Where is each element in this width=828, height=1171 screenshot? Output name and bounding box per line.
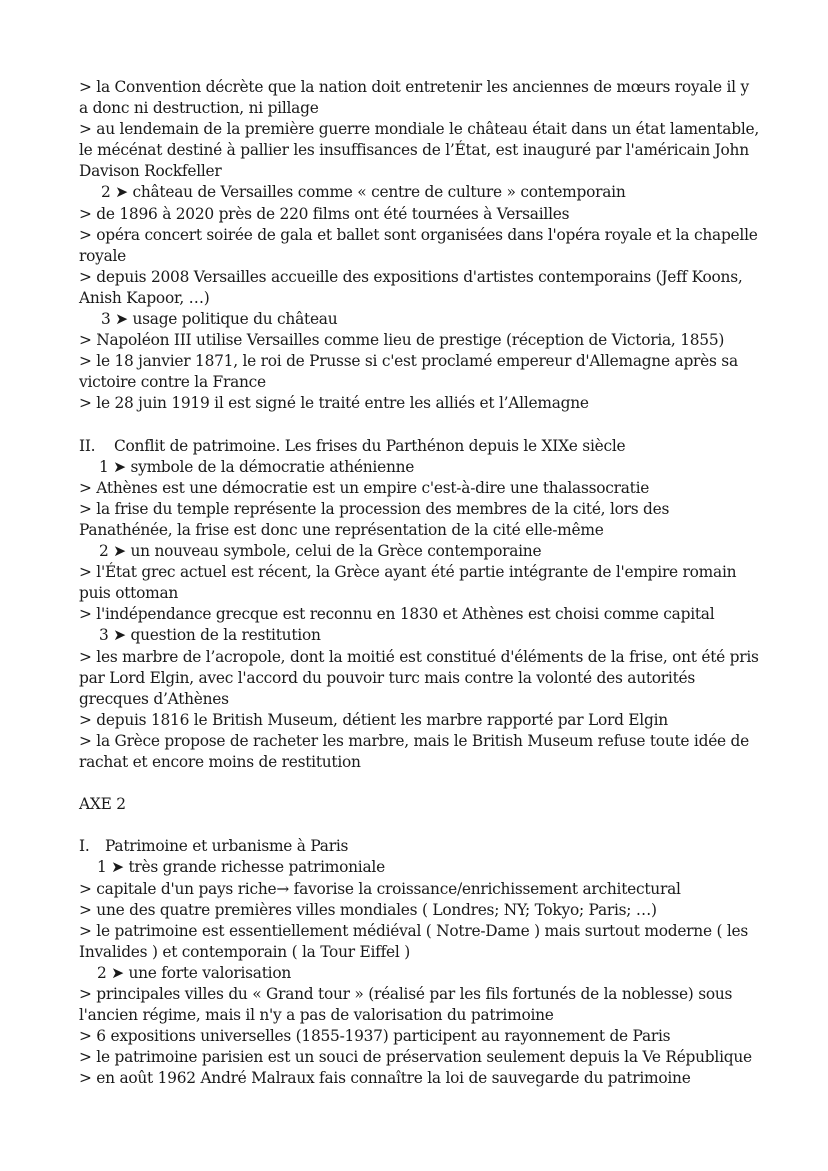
- spacer: [79, 815, 759, 836]
- text-line: > le patrimoine parisien est un souci de préservation seulement depuis la Ve République: [79, 1048, 752, 1067]
- text-line: grecques d’Athènes: [79, 689, 229, 708]
- text-line: > Athènes est une démocratie est un empire c'est-à-dire une thalassocratie: [79, 478, 650, 497]
- section-heading: [79, 836, 759, 857]
- document-page: [79, 77, 759, 1090]
- paragraph-block: [79, 330, 759, 414]
- subheading: 1 ➤ très grande richesse patrimoniale: [97, 858, 385, 877]
- text-line: > depuis 2008 Versailles accueille des expositions d'artistes contemporains (Jeff Koons,: [79, 267, 743, 286]
- text-line: royale: [79, 246, 127, 265]
- section-heading: [79, 436, 759, 457]
- text-line: a donc ni destruction, ni pillage: [79, 99, 319, 118]
- text-line: > une des quatre premières villes mondiales ( Londres; NY; Tokyo; Paris; …): [79, 900, 657, 919]
- text-line: puis ottoman: [79, 584, 179, 603]
- paragraph-block: [79, 204, 759, 309]
- text-line: l'ancien régime, mais il n'y a pas de valorisation du patrimoine: [79, 1006, 554, 1025]
- text-line: > le 18 janvier 1871, le roi de Prusse si c'est proclamé empereur d'Allemagne après sa: [79, 352, 738, 371]
- text-line: Panathénée, la frise est donc une représentation de la cité elle-même: [79, 520, 604, 539]
- subheading: 2 ➤ château de Versailles comme « centre de culture » contemporain: [101, 183, 626, 202]
- text-line: > opéra concert soirée de gala et ballet sont organisées dans l'opéra royale et la chapelle: [79, 225, 758, 244]
- text-line: Davison Rockfeller: [79, 162, 222, 181]
- subheading: 1 ➤ symbole de la démocratie athénienne: [99, 457, 415, 476]
- text-line: > l'indépendance grecque est reconnu en 1830 et Athènes est choisi comme capital: [79, 605, 715, 624]
- axis-heading: AXE 2: [79, 795, 126, 814]
- paragraph-block: [79, 879, 759, 963]
- text-line: > 6 expositions universelles (1855-1937) participent au rayonnement de Paris: [79, 1027, 671, 1046]
- text-line: par Lord Elgin, avec l'accord du pouvoir turc mais contre la volonté des autorités: [79, 668, 696, 687]
- subheading: 3 ➤ question de la restitution: [99, 626, 321, 645]
- text-line: > le patrimoine est essentiellement médiéval ( Notre-Dame ) mais surtout moderne ( les: [79, 921, 749, 940]
- text-line: Invalides ) et contemporain ( la Tour Eiffel ): [79, 942, 410, 961]
- text-line: > depuis 1816 le British Museum, détient les marbre rapporté par Lord Elgin: [79, 710, 668, 729]
- subheading: 2 ➤ un nouveau symbole, celui de la Grèce contemporaine: [99, 542, 542, 561]
- text-line: > capitale d'un pays riche→ favorise la croissance/enrichissement architectural: [79, 879, 681, 898]
- text-line: Anish Kapoor, …): [79, 288, 210, 307]
- text-line: > Napoléon III utilise Versailles comme lieu de prestige (réception de Victoria, 1855): [79, 331, 725, 350]
- text-line: victoire contre la France: [79, 373, 266, 392]
- spacer: [79, 415, 759, 436]
- section-title: Conflit de patrimoine. Les frises du Parthénon depuis le XIXe siècle: [114, 436, 626, 455]
- text-line: > principales villes du « Grand tour » (réalisé par les fils fortunés de la noblesse) sous: [79, 985, 733, 1004]
- subheading: 2 ➤ une forte valorisation: [97, 963, 291, 982]
- text-line: rachat et encore moins de restitution: [79, 753, 361, 771]
- text-line: > la Convention décrète que la nation doit entretenir les anciennes de mœurs royale il y: [79, 78, 749, 96]
- text-line: > la frise du temple représente la procession des membres de la cité, lors des: [79, 499, 670, 518]
- paragraph-block: [79, 647, 759, 774]
- section-title: Patrimoine et urbanisme à Paris: [105, 837, 349, 856]
- text-line: > la Grèce propose de racheter les marbre, mais le British Museum refuse toute idée de: [79, 731, 750, 750]
- text-line: le mécénat destiné à pallier les insuffisances de l’État, est inauguré par l'américain John: [79, 141, 749, 160]
- text-line: > en août 1962 André Malraux fais connaître la loi de sauvegarde du patrimoine: [79, 1069, 691, 1088]
- section-number: II.: [79, 436, 96, 455]
- text-line: > les marbre de l’acropole, dont la moitié est constitué d'éléments de la frise, ont été pris: [79, 647, 759, 666]
- text-line: > l'État grec actuel est récent, la Grèce ayant été partie intégrante de l'empire romain: [79, 563, 737, 582]
- section-number: I.: [79, 837, 90, 856]
- paragraph-block: [79, 984, 759, 1089]
- paragraph-block: [79, 478, 759, 541]
- subheading: 3 ➤ usage politique du château: [101, 310, 338, 329]
- text-line: > au lendemain de la première guerre mondiale le château était dans un état lamentable,: [79, 120, 760, 139]
- paragraph-block: [79, 77, 759, 182]
- text-line: > de 1896 à 2020 près de 220 films ont été tournées à Versailles: [79, 204, 570, 223]
- text-line: > le 28 juin 1919 il est signé le traité entre les alliés et l’Allemagne: [79, 394, 589, 413]
- spacer: [79, 773, 759, 794]
- paragraph-block: [79, 562, 759, 625]
